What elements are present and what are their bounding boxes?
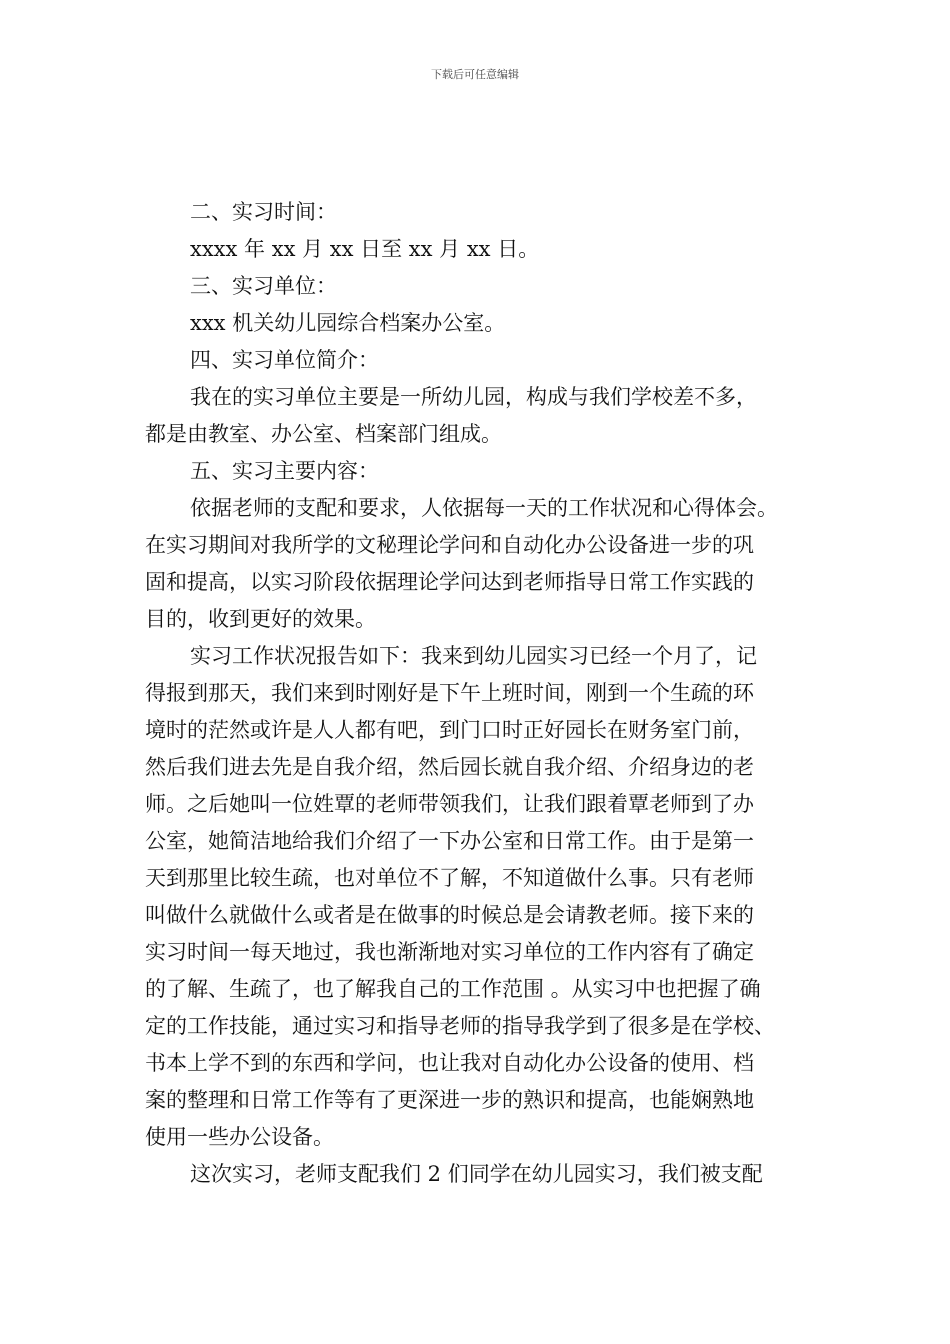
paragraph-line: 得报到那天，我们来到时刚好是下午上班时间，刚到一个生疏的环 — [145, 681, 754, 705]
header-note: 下载后可任意编辑 — [431, 68, 519, 81]
paragraph-line: 实习工作状况报告如下：我来到幼儿园实习已经一个月了，记 — [190, 644, 757, 668]
paragraph-line: 师。之后她叫一位姓覃的老师带领我们，让我们跟着覃老师到了办 — [145, 792, 754, 816]
section-heading: 四、实习单位简介： — [190, 348, 379, 372]
paragraph-line: 目的，收到更好的效果。 — [145, 607, 376, 631]
paragraph-line: 都是由教室、办公室、档案部门组成。 — [145, 422, 502, 446]
paragraph-line: 公室，她简洁地给我们介绍了一下办公室和日常工作。由于是第一 — [145, 829, 754, 853]
paragraph-line: 固和提高，以实习阶段依据理论学问达到老师指导日常工作实践的 — [145, 570, 754, 594]
paragraph-line: 这次实习，老师支配我们 2 们同学在幼儿园实习，我们被支配 — [190, 1162, 763, 1186]
paragraph-line: 我在的实习单位主要是一所幼儿园，构成与我们学校差不多， — [190, 385, 757, 409]
paragraph-line: 使用一些办公设备。 — [145, 1125, 334, 1149]
paragraph-line: 然后我们进去先是自我介绍，然后园长就自我介绍、介绍身边的老 — [145, 755, 754, 779]
paragraph-line: 在实习期间对我所学的文秘理论学问和自动化办公设备进一步的巩 — [145, 533, 754, 557]
paragraph-line: 的了解、生疏了，也了解我自己的工作范围 。从实习中也把握了确 — [145, 977, 761, 1001]
paragraph-line: 依据老师的支配和要求，人依据每一天的工作状况和心得体会。 — [190, 496, 778, 520]
paragraph-line: 叫做什么就做什么或者是在做事的时候总是会请教老师。接下来的 — [145, 903, 754, 927]
paragraph-line: 境时的茫然或许是人人都有吧，到门口时正好园长在财务室门前， — [145, 718, 754, 742]
paragraph-line: 定的工作技能，通过实习和指导老师的指导我学到了很多是在学校、 — [145, 1014, 775, 1038]
paragraph-line: 案的整理和日常工作等有了更深进一步的熟识和提高，也能娴熟地 — [145, 1088, 754, 1112]
section-heading: 二、实习时间： — [190, 200, 337, 224]
paragraph-line: xxx 机关幼儿园综合档案办公室。 — [190, 311, 506, 335]
section-heading: 三、实习单位： — [190, 274, 337, 298]
paragraph-line: 书本上学不到的东西和学问，也让我对自动化办公设备的使用、档 — [145, 1051, 754, 1075]
paragraph-line: 天到那里比较生疏，也对单位不了解，不知道做什么事。只有老师 — [145, 866, 754, 890]
section-heading: 五、实习主要内容： — [190, 459, 379, 483]
document-body — [145, 194, 807, 1193]
paragraph-line: 实习时间一每天地过，我也渐渐地对实习单位的工作内容有了确定 — [145, 940, 754, 964]
paragraph-line: xxxx 年 xx 月 xx 日至 xx 月 xx 日。 — [190, 237, 540, 261]
